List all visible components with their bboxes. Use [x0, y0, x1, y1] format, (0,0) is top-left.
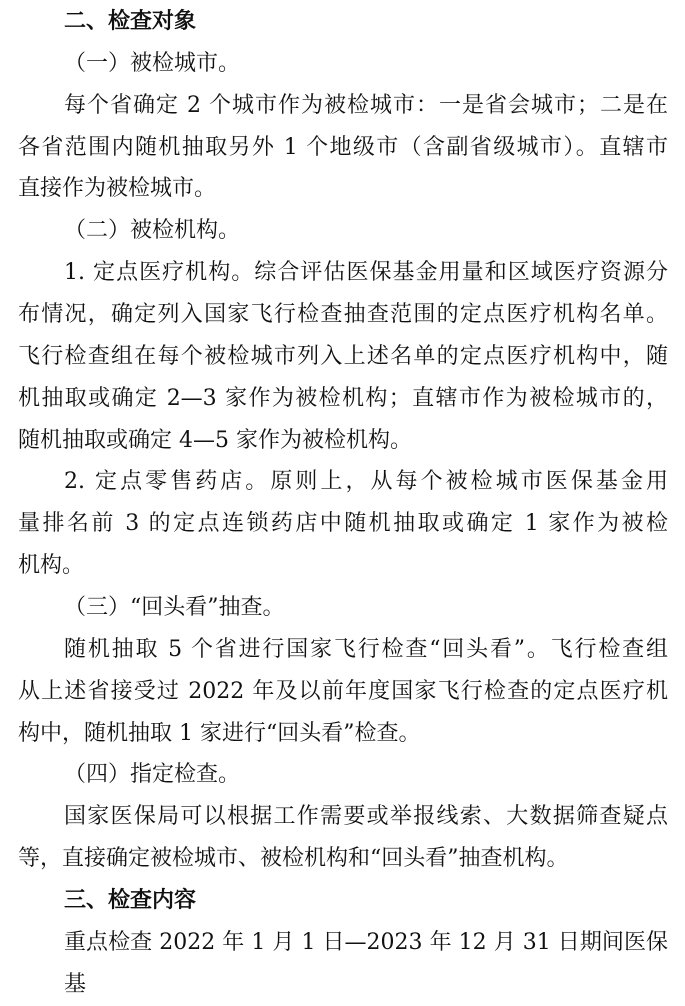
- text-line: 重点检查 2022 年 1 月 1 日—2023 年 12 月 31 日期间医保基: [64, 929, 668, 997]
- text-line: 机抽取或确定 2—3 家作为被检机构；直辖市作为被检城市的，: [18, 385, 668, 411]
- paragraph: [18, 922, 668, 997]
- section-heading: 二、检查对象: [64, 9, 197, 34]
- section-heading: 三、检查内容: [64, 888, 197, 914]
- subsection-title: （一）被检城市。: [64, 50, 241, 76]
- subsection-title: （二）被检机构。: [64, 218, 241, 244]
- text-line: 随机抽取 5 个省进行国家飞行检查“回头看”。飞行检查组: [64, 636, 668, 662]
- text-line: 机构。: [18, 553, 85, 579]
- text-line: 飞行检查组在每个被检城市列入上述名单的定点医疗机构中，随: [18, 343, 668, 369]
- text-line: 从上述省接受过 2022 年及以前年度国家飞行检查的定点医疗机: [18, 678, 668, 704]
- text-line: 构中，随机抽取 1 家进行“回头看”检查。: [18, 720, 421, 746]
- paragraph: [18, 796, 668, 880]
- text-line: 随机抽取或确定 4—5 家作为被检机构。: [18, 427, 412, 453]
- paragraph: [18, 252, 668, 461]
- text-line: 1. 定点医疗机构。综合评估医保基金用量和区域医疗资源分: [64, 260, 668, 286]
- text-line: 直接作为被检城市。: [18, 176, 217, 202]
- text-line: 量排名前 3 的定点连锁药店中随机抽取或确定 1 家作为被检: [18, 511, 668, 537]
- paragraph: [18, 461, 668, 587]
- text-line: 等，直接确定被检城市、被检机构和“回头看”抽查机构。: [18, 846, 569, 872]
- text-line: 每个省确定 2 个城市作为被检城市：一是省会城市；二是在: [64, 92, 668, 118]
- text-line: 各省范围内随机抽取另外 1 个地级市（含副省级城市）。直辖市: [18, 134, 668, 160]
- subsection-title: （四）指定检查。: [64, 762, 241, 788]
- subsection-title: （三）“回头看”抽查。: [64, 595, 285, 621]
- text-line: 布情况，确定列入国家飞行检查抽查范围的定点医疗机构名单。: [18, 302, 668, 328]
- text-line: 国家医保局可以根据工作需要或举报线索、大数据筛查疑点: [64, 804, 668, 830]
- paragraph: [18, 85, 668, 211]
- paragraph: [18, 629, 668, 755]
- text-line: 2. 定点零售药店。原则上，从每个被检城市医保基金用: [64, 469, 668, 495]
